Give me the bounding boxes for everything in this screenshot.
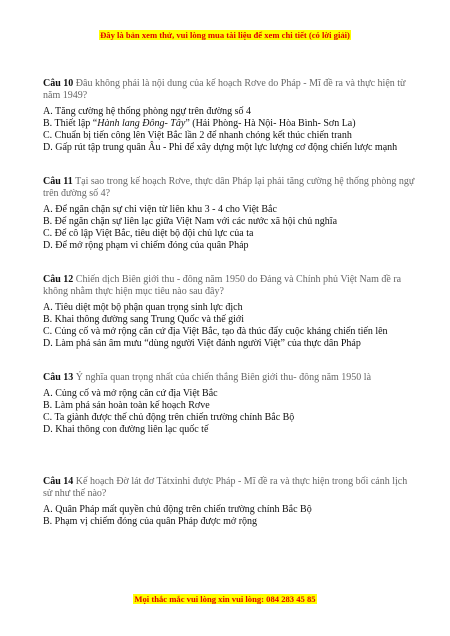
question-prompt bbox=[43, 274, 415, 298]
question-number: Câu 11 bbox=[43, 176, 73, 187]
option-text: A. Củng cố và mở rộng căn cứ địa Việt Bắc bbox=[43, 388, 218, 399]
option-text: B. Khai thông đường sang Trung Quốc và thế giới bbox=[43, 314, 244, 325]
question-block bbox=[43, 372, 415, 436]
answer-option bbox=[43, 424, 415, 436]
option-text: D. Khai thông con đường liên lạc quốc tế bbox=[43, 424, 209, 435]
option-text: A. Để ngăn chặn sự chi viện từ liên khu 3 - 4 cho Việt Bắc bbox=[43, 204, 277, 215]
answer-option bbox=[43, 204, 415, 216]
answer-option bbox=[43, 302, 415, 314]
question-block bbox=[43, 78, 415, 154]
answer-option bbox=[43, 338, 415, 350]
question-prompt bbox=[43, 476, 415, 500]
option-text: D. Làm phá sản âm mưu “dùng người Việt đánh người Việt” của thực dân Pháp bbox=[43, 338, 361, 349]
question-number: Câu 14 bbox=[43, 476, 74, 487]
question-text: Chiến dịch Biên giới thu - đông năm 1950 do Đảng và Chính phủ Việt Nam đề ra không nhằm thực hiện mục tiêu nào sau đây? bbox=[43, 274, 402, 297]
contact-text: Mọi thắc mắc vui lòng xin vui lòng: 084 283 45 85 bbox=[134, 594, 316, 604]
question-number: Câu 12 bbox=[43, 274, 74, 285]
preview-notice-banner bbox=[0, 30, 450, 40]
question-text: Đâu không phải là nội dung của kế hoạch Rơve do Pháp - Mĩ đề ra và thực hiện từ năm 1949? bbox=[43, 78, 406, 101]
question-prompt bbox=[43, 78, 415, 102]
answer-option bbox=[43, 400, 415, 412]
option-text-tail: ” (Hải Phòng- Hà Nội- Hòa Bình- Sơn La) bbox=[185, 118, 356, 129]
option-text: B. Để ngăn chặn sự liên lạc giữa Việt Nam với các nước xã hội chủ nghĩa bbox=[43, 216, 338, 227]
answer-option bbox=[43, 240, 415, 252]
question-block bbox=[43, 476, 415, 528]
answer-option bbox=[43, 228, 415, 240]
option-text: D. Gấp rút tập trung quân Âu - Phi để xây dựng một lực lượng cơ động chiến lược mạnh bbox=[43, 142, 398, 153]
answer-option bbox=[43, 130, 415, 142]
answer-option bbox=[43, 412, 415, 424]
option-text: A. Quân Pháp mất quyền chủ động trên chiến trường chính Bắc Bộ bbox=[43, 504, 312, 515]
answer-option bbox=[43, 142, 415, 154]
option-text: A. Tăng cường hệ thống phòng ngự trên đường số 4 bbox=[43, 106, 252, 117]
option-text: B. Thiết lập “ bbox=[43, 118, 98, 129]
option-text: C. Chuẩn bị tiến công lên Việt Bắc lần 2 để nhanh chóng kết thúc chiến tranh bbox=[43, 130, 352, 141]
question-prompt bbox=[43, 372, 415, 384]
option-text: A. Tiêu diệt một bộ phận quan trọng sinh lực địch bbox=[43, 302, 243, 313]
question-text: Kế hoạch Đờ lát đơ Tátxinhi được Pháp - Mĩ đề ra và thực hiện trong bối cảnh lịch sử như thế nào? bbox=[43, 476, 408, 499]
answer-option bbox=[43, 516, 415, 528]
option-text: C. Để cô lập Việt Bắc, tiêu diệt bộ đội chủ lực của ta bbox=[43, 228, 254, 239]
question-block bbox=[43, 274, 415, 350]
option-text: C. Ta giành được thế chủ động trên chiến trường chính Bắc Bộ bbox=[43, 412, 295, 423]
answer-option bbox=[43, 504, 415, 516]
answer-option bbox=[43, 118, 415, 130]
answer-option bbox=[43, 106, 415, 118]
question-number: Câu 10 bbox=[43, 78, 74, 89]
preview-notice-text: Đây là bản xem thử, vui lòng mua tài liệu để xem chi tiết (có lời giải) bbox=[100, 30, 350, 40]
answer-option bbox=[43, 326, 415, 338]
contact-banner bbox=[0, 594, 450, 604]
question-list bbox=[43, 78, 415, 550]
answer-option bbox=[43, 388, 415, 400]
question-prompt bbox=[43, 176, 415, 200]
answer-option bbox=[43, 314, 415, 326]
option-emphasis: Hành lang Đông- Tây bbox=[97, 118, 186, 129]
question-text: Tại sao trong kế hoạch Rơve, thực dân Pháp lại phải tăng cường hệ thống phòng ngự trên đường số 4? bbox=[43, 176, 415, 199]
option-text: B. Làm phá sản hoàn toàn kế hoạch Rơve bbox=[43, 400, 210, 411]
question-number: Câu 13 bbox=[43, 372, 74, 383]
option-text: B. Phạm vị chiếm đóng của quân Pháp được mở rộng bbox=[43, 516, 258, 527]
answer-option bbox=[43, 216, 415, 228]
question-text: Ý nghĩa quan trọng nhất của chiến thắng Biên giới thu- đông năm 1950 là bbox=[75, 372, 372, 383]
option-text: C. Củng cố và mở rộng căn cứ địa Việt Bắc, tạo đà thúc đẩy cuộc kháng chiến tiến lên bbox=[43, 326, 388, 337]
option-text: D. Để mở rộng phạm vi chiếm đóng của quân Pháp bbox=[43, 240, 249, 251]
question-block bbox=[43, 176, 415, 252]
